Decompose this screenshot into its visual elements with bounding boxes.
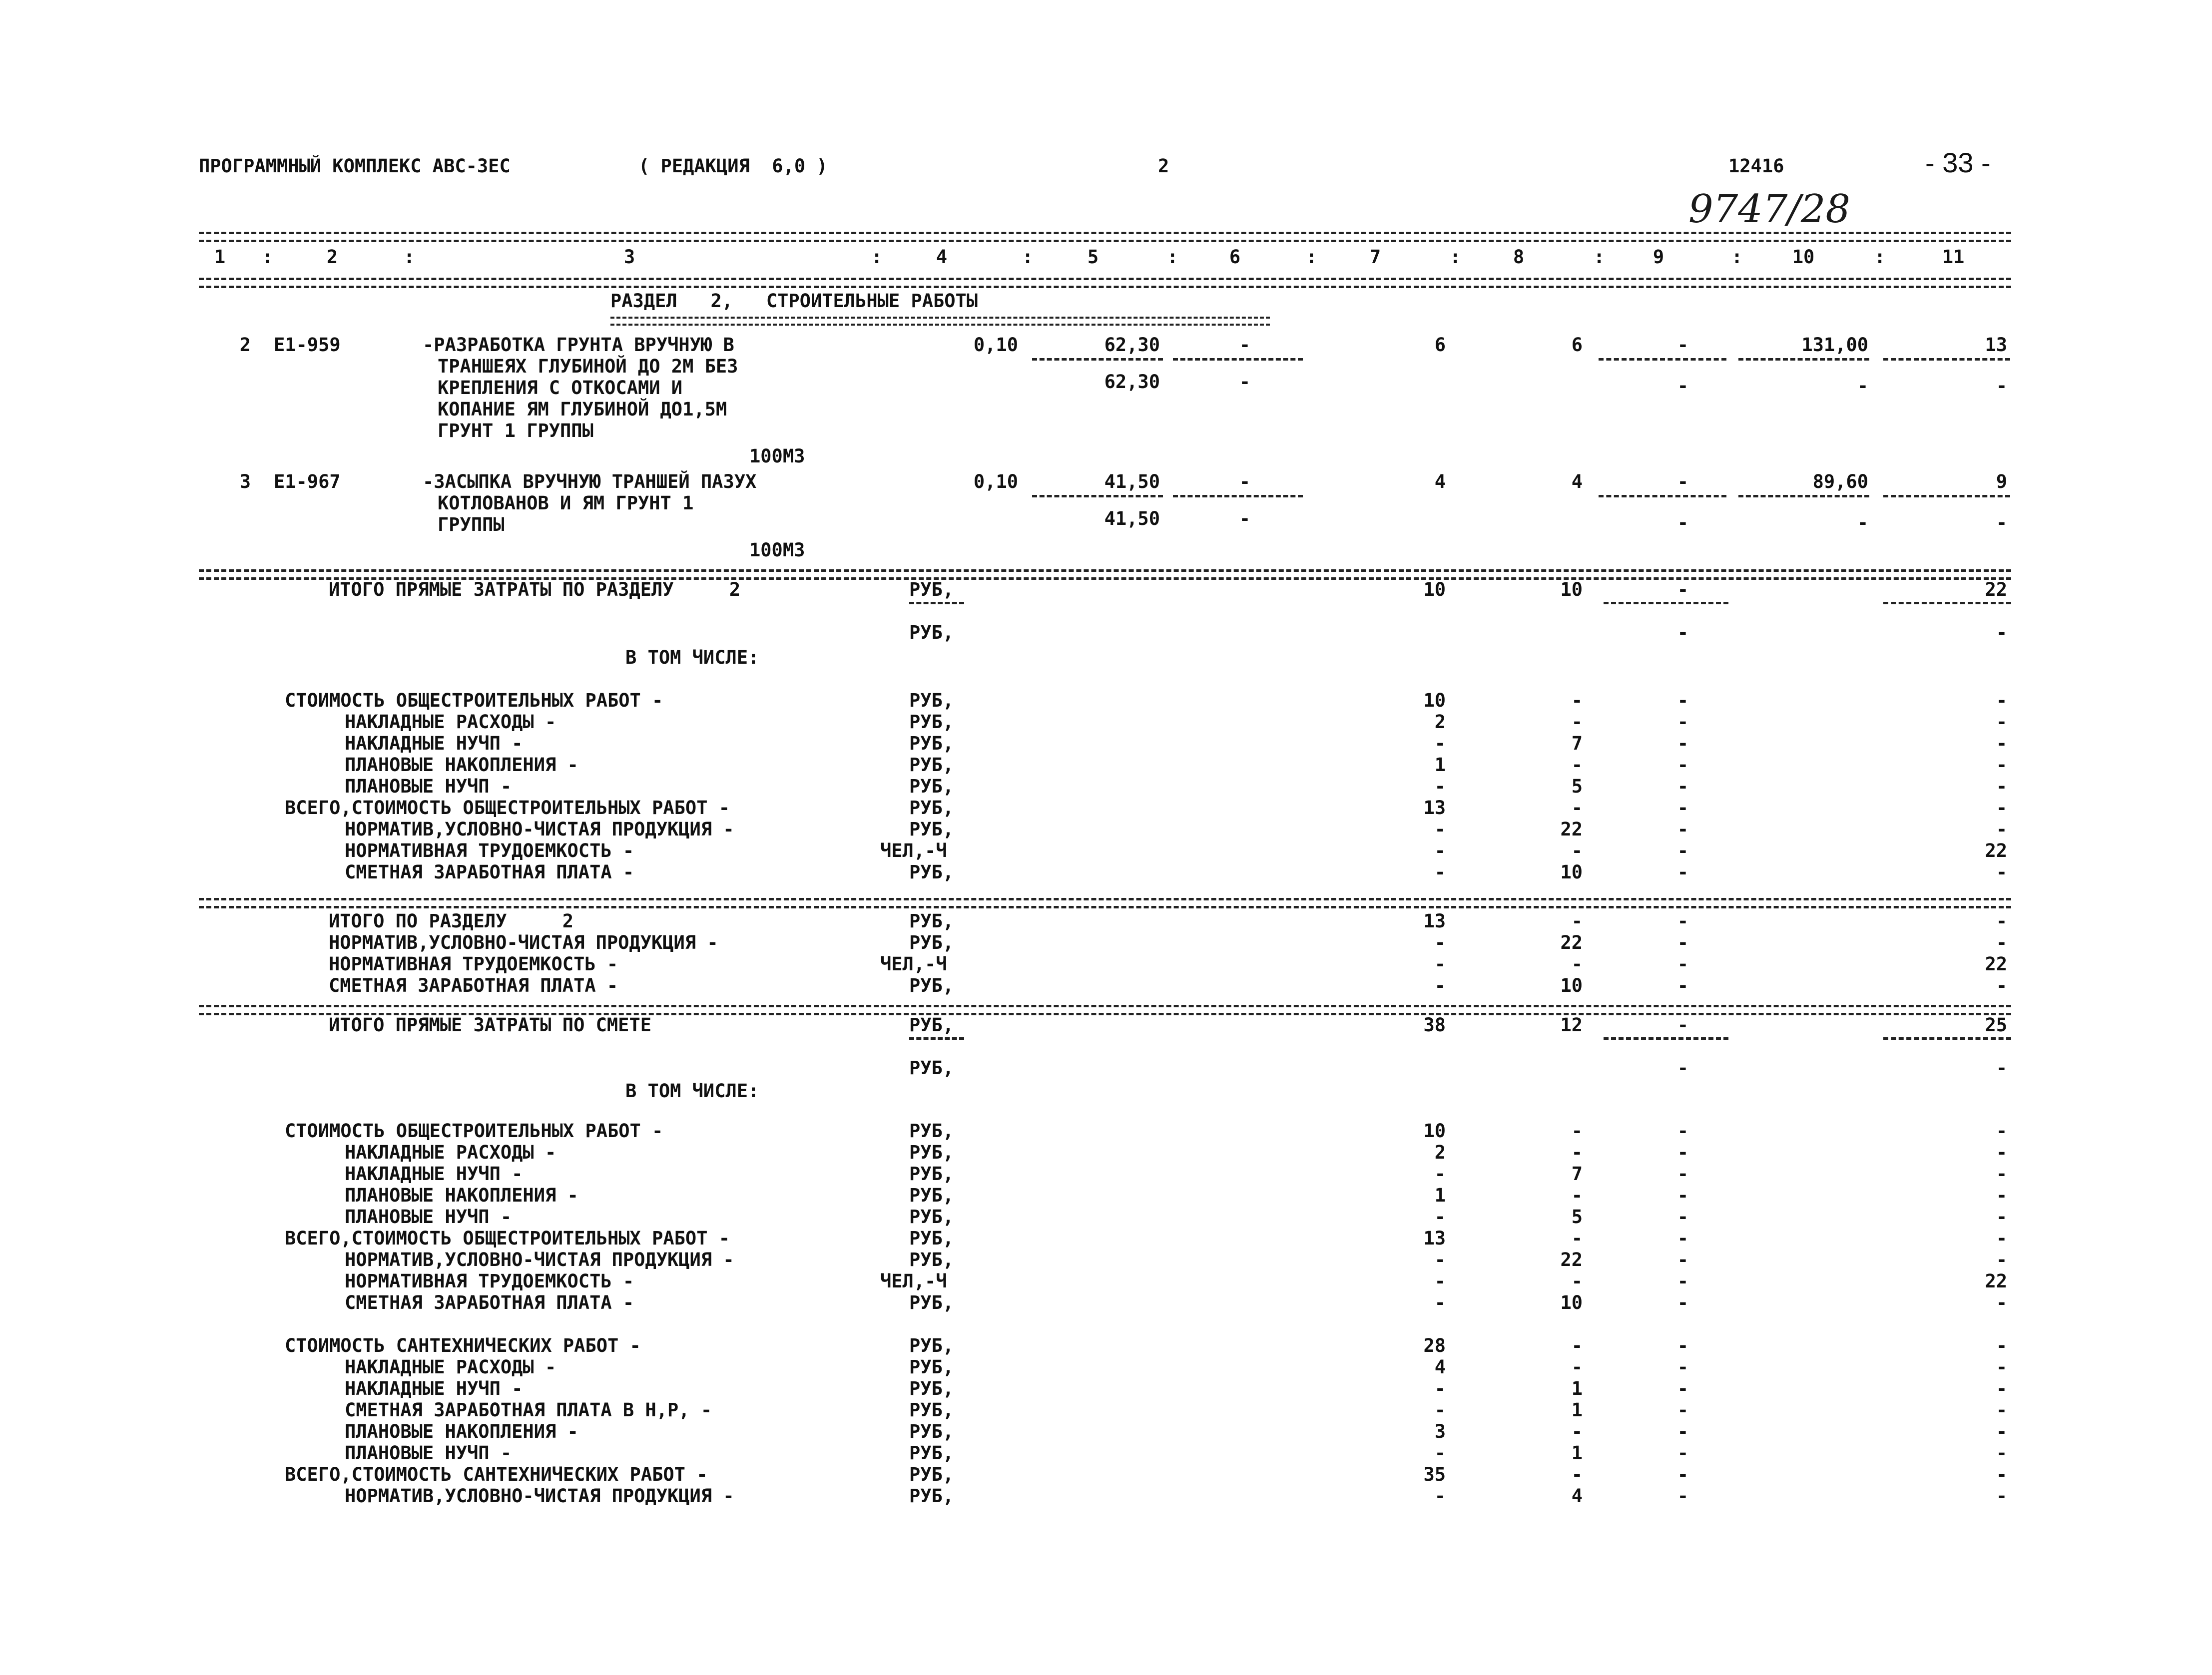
block_a-unit: РУБ, [909, 711, 954, 733]
section-total-unit-rule [909, 602, 964, 604]
block_d-unit: РУБ, [909, 1335, 954, 1356]
item-col11-rule [1883, 358, 2010, 361]
item-description-line: КРЕПЛЕНИЯ С ОТКОСАМИ И [438, 377, 683, 399]
block_b-col11: - [1996, 932, 2007, 953]
block_d-label: СМЕТНАЯ ЗАРАБОТНАЯ ПЛАТА В Н,Р, - [345, 1399, 712, 1421]
block_a-col11: - [1996, 861, 2007, 883]
item-col10-sub: - [1857, 375, 1868, 397]
section-total-col11: 22 [1985, 579, 2007, 600]
block_a-col8: - [1571, 797, 1583, 819]
item-col9: - [1677, 471, 1688, 492]
block_c-label: НАКЛАДНЫЕ РАСХОДЫ - [345, 1142, 556, 1163]
block_d-col9: - [1677, 1421, 1688, 1442]
block_c-col8: - [1571, 1185, 1583, 1206]
item-col10: 131,00 [1801, 334, 1868, 356]
block_c-col7: 13 [1423, 1228, 1446, 1249]
header-rule-top [199, 232, 2011, 242]
block_c-col9: - [1677, 1206, 1688, 1228]
block_d-col8: 4 [1571, 1485, 1583, 1507]
item-quantity: 0,10 [973, 334, 1018, 356]
block_a-unit: РУБ, [909, 819, 954, 840]
block_a-col7: 1 [1434, 754, 1446, 776]
block_a-col9: - [1677, 861, 1688, 883]
item-col10-rule [1738, 358, 1869, 361]
estimate-total-col11-2: - [1996, 1057, 2007, 1079]
block_a-col8: - [1571, 690, 1583, 711]
block_a-col9: - [1677, 733, 1688, 754]
sheet-number: 2 [1158, 155, 1169, 177]
estimate-total-col8: 12 [1560, 1014, 1583, 1036]
section-title-underline [610, 317, 1270, 326]
estimate-total-unit: РУБ, [909, 1014, 954, 1036]
block_a-label: ПЛАНОВЫЕ НУЧП - [345, 776, 512, 797]
block_c-unit: РУБ, [909, 1292, 954, 1313]
block_d-col8: - [1571, 1464, 1583, 1485]
block_c-col7: 2 [1434, 1142, 1446, 1163]
block_b-label: ИТОГО ПО РАЗДЕЛУ 2 [329, 910, 574, 932]
column-separator: : [1306, 246, 1317, 268]
block_c-unit: РУБ, [909, 1185, 954, 1206]
estimate-total-col11-rule [1883, 1037, 2011, 1040]
block_a-unit: РУБ, [909, 690, 954, 711]
block_d-col9: - [1677, 1335, 1688, 1356]
block_d-unit: РУБ, [909, 1485, 954, 1507]
block_d-col7: - [1434, 1378, 1446, 1399]
block_d-col7: - [1434, 1442, 1446, 1464]
block_b-col8: 10 [1560, 975, 1583, 996]
column-separator: : [1594, 246, 1605, 268]
block_a-col9: - [1677, 797, 1688, 819]
item-code: Е1-959 [274, 334, 341, 356]
section-total-col9: - [1677, 579, 1688, 600]
item-col7: 6 [1434, 334, 1446, 356]
estimate-total-unit-2: РУБ, [909, 1057, 954, 1079]
block_c-col7: 1 [1434, 1185, 1446, 1206]
block_a-col11: - [1996, 776, 2007, 797]
column-number-11: 11 [1942, 246, 1965, 268]
block_a-col8: 10 [1560, 861, 1583, 883]
block_a-col11: - [1996, 819, 2007, 840]
block_a-col8: - [1571, 840, 1583, 861]
edition-label: ( РЕДАКЦИЯ 6,0 ) [638, 155, 828, 177]
block_d-label: НОРМАТИВ,УСЛОВНО-ЧИСТАЯ ПРОДУКЦИЯ - [345, 1485, 734, 1507]
block_c-label: НОРМАТИВНАЯ ТРУДОЕМКОСТЬ - [345, 1270, 634, 1292]
item-col10: 89,60 [1812, 471, 1868, 492]
block_a-col11: - [1996, 690, 2007, 711]
block_c-label: СТОИМОСТЬ ОБЩЕСТРОИТЕЛЬНЫХ РАБОТ - [285, 1120, 663, 1142]
item-description-line: КОТЛОВАНОВ И ЯМ ГРУНТ 1 [438, 492, 694, 514]
block_c-col9: - [1677, 1120, 1688, 1142]
block_b-col8: 22 [1560, 932, 1583, 953]
included-label-2: В ТОМ ЧИСЛЕ: [625, 1080, 759, 1102]
block_a-label: НАКЛАДНЫЕ РАСХОДЫ - [345, 711, 556, 733]
program-title: ПРОГРАММНЫЙ КОМПЛЕКС АВС-3ЕС [199, 155, 511, 177]
block_c-col11: - [1996, 1249, 2007, 1270]
block_d-unit: РУБ, [909, 1399, 954, 1421]
item-col9: - [1677, 334, 1688, 356]
block_c-unit: РУБ, [909, 1228, 954, 1249]
block_c-col11: - [1996, 1228, 2007, 1249]
block_a-col7: - [1434, 840, 1446, 861]
column-number-3: 3 [623, 246, 635, 268]
estimate-total-rule [199, 1005, 2011, 1015]
column-number-10: 10 [1792, 246, 1815, 268]
block_b-col9: - [1677, 932, 1688, 953]
item-col11: 13 [1985, 334, 2007, 356]
block_b-col7: 13 [1423, 910, 1446, 932]
block_c-col7: - [1434, 1292, 1446, 1313]
block_d-unit: РУБ, [909, 1464, 954, 1485]
block_d-col7: 4 [1434, 1356, 1446, 1378]
item-col9-rule [1599, 495, 1726, 497]
item-col9-rule [1599, 358, 1726, 361]
block_d-col7: - [1434, 1485, 1446, 1507]
block_d-col7: 35 [1423, 1464, 1446, 1485]
block_a-label: СМЕТНАЯ ЗАРАБОТНАЯ ПЛАТА - [345, 861, 634, 883]
section-total-col11-rule [1883, 602, 2011, 604]
block_d-col7: 3 [1434, 1421, 1446, 1442]
block_c-unit: РУБ, [909, 1120, 954, 1142]
column-number-8: 8 [1513, 246, 1525, 268]
column-number-9: 9 [1653, 246, 1664, 268]
block_c-unit: РУБ, [909, 1163, 954, 1185]
block_a-col8: 22 [1560, 819, 1583, 840]
column-separator: : [1874, 246, 1886, 268]
block_c-unit: РУБ, [909, 1249, 954, 1270]
estimate-total-col7: 38 [1423, 1014, 1446, 1036]
block_b-col11: - [1996, 910, 2007, 932]
block_b-label: НОРМАТИВНАЯ ТРУДОЕМКОСТЬ - [329, 953, 618, 975]
block_c-col8: - [1571, 1142, 1583, 1163]
block_a-col7: - [1434, 861, 1446, 883]
block_d-col8: - [1571, 1421, 1583, 1442]
block_b-label: СМЕТНАЯ ЗАРАБОТНАЯ ПЛАТА - [329, 975, 618, 996]
block_a-col9: - [1677, 776, 1688, 797]
block_c-col11: - [1996, 1163, 2007, 1185]
block_b-col9: - [1677, 953, 1688, 975]
block_d-label: НАКЛАДНЫЕ РАСХОДЫ - [345, 1356, 556, 1378]
item-col10-sub: - [1857, 512, 1868, 533]
block_c-label: НАКЛАДНЫЕ НУЧП - [345, 1163, 523, 1185]
block_b-col11: 22 [1985, 953, 2007, 975]
column-separator: : [1022, 246, 1034, 268]
block_c-col8: 5 [1571, 1206, 1583, 1228]
item-col10-rule [1738, 495, 1869, 497]
block_b-col8: - [1571, 910, 1583, 932]
block_a-col7: - [1434, 819, 1446, 840]
block_c-col8: - [1571, 1228, 1583, 1249]
item-col5-rule [1032, 495, 1163, 497]
block_c-col7: - [1434, 1206, 1446, 1228]
included-label: В ТОМ ЧИСЛЕ: [625, 647, 759, 668]
section-total-col7: 10 [1423, 579, 1446, 600]
section-total-rule [199, 569, 2011, 580]
block_b-label: НОРМАТИВ,УСЛОВНО-ЧИСТАЯ ПРОДУКЦИЯ - [329, 932, 718, 953]
block_c-col9: - [1677, 1185, 1688, 1206]
block_a-col9: - [1677, 840, 1688, 861]
column-number-6: 6 [1229, 246, 1241, 268]
block_c-col8: 7 [1571, 1163, 1583, 1185]
block_a-unit: РУБ, [909, 754, 954, 776]
block_d-col9: - [1677, 1378, 1688, 1399]
block_d-col8: 1 [1571, 1378, 1583, 1399]
block_d-col11: - [1996, 1485, 2007, 1507]
column-number-7: 7 [1369, 246, 1381, 268]
section-total-col9-rule [1604, 602, 1728, 604]
block_d-col11: - [1996, 1421, 2007, 1442]
item-col5-sub: 62,30 [1104, 371, 1160, 393]
block_d-col11: - [1996, 1378, 2007, 1399]
block_b-col7: - [1434, 932, 1446, 953]
item-col8: 6 [1571, 334, 1583, 356]
block_a-col7: 10 [1423, 690, 1446, 711]
block_a-col11: - [1996, 797, 2007, 819]
block_a-unit: РУБ, [909, 776, 954, 797]
column-number-4: 4 [936, 246, 948, 268]
block_d-col7: 28 [1423, 1335, 1446, 1356]
block_c-col9: - [1677, 1228, 1688, 1249]
block_b-col11: - [1996, 975, 2007, 996]
block_a-unit: РУБ, [909, 861, 954, 883]
header-rule-bottom [199, 278, 2011, 288]
item-col11-sub: - [1996, 512, 2007, 533]
block_d-col7: - [1434, 1399, 1446, 1421]
block_d-col11: - [1996, 1356, 2007, 1378]
block_a-col11: 22 [1985, 840, 2007, 861]
block_a-unit: РУБ, [909, 733, 954, 754]
block_d-col8: - [1571, 1356, 1583, 1378]
estimate-total-col9-rule [1604, 1037, 1728, 1040]
block_c-col9: - [1677, 1292, 1688, 1313]
item-col5-rule [1032, 358, 1163, 361]
block_c-label: ПЛАНОВЫЕ НАКОПЛЕНИЯ - [345, 1185, 578, 1206]
item-col6: - [1239, 471, 1250, 492]
item-col5: 62,30 [1104, 334, 1160, 356]
column-number-1: 1 [214, 246, 226, 268]
block_c-col7: 10 [1423, 1120, 1446, 1142]
item-description-line: КОПАНИЕ ЯМ ГЛУБИНОЙ ДО1,5М [438, 399, 727, 420]
block_d-col11: - [1996, 1464, 2007, 1485]
item-unit: 100М3 [749, 539, 805, 561]
block_a-col9: - [1677, 690, 1688, 711]
block_c-col7: - [1434, 1163, 1446, 1185]
column-separator: : [1167, 246, 1178, 268]
column-separator: : [404, 246, 415, 268]
item-col9-sub: - [1677, 375, 1688, 397]
item-number: 3 [239, 471, 251, 492]
block_a-col9: - [1677, 819, 1688, 840]
item-col6: - [1239, 334, 1250, 356]
section-total-unit: РУБ, [909, 579, 954, 600]
column-number-5: 5 [1087, 246, 1099, 268]
section-total-col11-2: - [1996, 622, 2007, 643]
block_c-col9: - [1677, 1163, 1688, 1185]
section-total-col9-2: - [1677, 622, 1688, 643]
block_d-label: НАКЛАДНЫЕ НУЧП - [345, 1378, 523, 1399]
block_d-label: ВСЕГО,СТОИМОСТЬ САНТЕХНИЧЕСКИХ РАБОТ - [285, 1464, 708, 1485]
block_a-col7: 2 [1434, 711, 1446, 733]
block_a-col9: - [1677, 754, 1688, 776]
item-description-line: -ЗАСЫПКА ВРУЧНУЮ ТРАНШЕЙ ПАЗУХ [423, 471, 757, 492]
block_c-col7: - [1434, 1249, 1446, 1270]
block-b-rule [199, 898, 2011, 908]
block_d-unit: РУБ, [909, 1378, 954, 1399]
item-col6-rule [1173, 358, 1303, 361]
block_a-label: ВСЕГО,СТОИМОСТЬ ОБЩЕСТРОИТЕЛЬНЫХ РАБОТ - [285, 797, 730, 819]
block_c-label: ПЛАНОВЫЕ НУЧП - [345, 1206, 512, 1228]
block_c-label: СМЕТНАЯ ЗАРАБОТНАЯ ПЛАТА - [345, 1292, 634, 1313]
block_b-unit: РУБ, [909, 975, 954, 996]
item-number: 2 [239, 334, 251, 356]
block_a-col11: - [1996, 754, 2007, 776]
block_d-label: СТОИМОСТЬ САНТЕХНИЧЕСКИХ РАБОТ - [285, 1335, 641, 1356]
item-quantity: 0,10 [973, 471, 1018, 492]
block_d-unit: РУБ, [909, 1442, 954, 1464]
column-number-2: 2 [326, 246, 338, 268]
block_a-col8: 7 [1571, 733, 1583, 754]
block_c-col11: - [1996, 1120, 2007, 1142]
block_d-col9: - [1677, 1442, 1688, 1464]
block_a-col8: - [1571, 711, 1583, 733]
item-col11-rule [1883, 495, 2010, 497]
item-description-line: -РАЗРАБОТКА ГРУНТА ВРУЧНУЮ В [423, 334, 734, 356]
block_d-unit: РУБ, [909, 1421, 954, 1442]
section-title: РАЗДЕЛ 2, СТРОИТЕЛЬНЫЕ РАБОТЫ [610, 290, 978, 312]
item-col6-sub: - [1239, 371, 1250, 393]
item-col5-sub: 41,50 [1104, 508, 1160, 529]
block_d-col9: - [1677, 1464, 1688, 1485]
block_c-unit: РУБ, [909, 1142, 954, 1163]
block_c-col8: - [1571, 1270, 1583, 1292]
column-separator: : [871, 246, 883, 268]
block_c-col7: - [1434, 1270, 1446, 1292]
block_b-col8: - [1571, 953, 1583, 975]
handwritten-note: 9747/28 [1688, 187, 1851, 232]
block_a-col11: - [1996, 711, 2007, 733]
column-separator: : [262, 246, 273, 268]
item-description-line: ТРАНШЕЯХ ГЛУБИНОЙ ДО 2М БЕЗ [438, 356, 738, 377]
block_c-col9: - [1677, 1270, 1688, 1292]
block_d-label: ПЛАНОВЫЕ НАКОПЛЕНИЯ - [345, 1421, 578, 1442]
item-col11-sub: - [1996, 375, 2007, 397]
block_b-unit: РУБ, [909, 932, 954, 953]
column-separator: : [1450, 246, 1461, 268]
block_d-col8: 1 [1571, 1442, 1583, 1464]
block_c-label: НОРМАТИВ,УСЛОВНО-ЧИСТАЯ ПРОДУКЦИЯ - [345, 1249, 734, 1270]
block_d-col9: - [1677, 1399, 1688, 1421]
block_c-col11: - [1996, 1206, 2007, 1228]
block_c-col9: - [1677, 1249, 1688, 1270]
block_a-col8: - [1571, 754, 1583, 776]
block_b-unit: ЧЕЛ,-Ч [880, 953, 947, 975]
page-number: - 33 - [1925, 147, 1991, 178]
block_a-col7: - [1434, 776, 1446, 797]
item-col9-sub: - [1677, 512, 1688, 533]
block_a-label: НОРМАТИВНАЯ ТРУДОЕМКОСТЬ - [345, 840, 634, 861]
block_d-col8: - [1571, 1335, 1583, 1356]
item-col11: 9 [1996, 471, 2007, 492]
item-col6-sub: - [1239, 508, 1250, 529]
block_a-col7: 13 [1423, 797, 1446, 819]
column-separator: : [1731, 246, 1743, 268]
block_d-col9: - [1677, 1356, 1688, 1378]
block_b-col7: - [1434, 975, 1446, 996]
block_c-col8: 10 [1560, 1292, 1583, 1313]
item-code: Е1-967 [274, 471, 341, 492]
block_a-label: НОРМАТИВ,УСЛОВНО-ЧИСТАЯ ПРОДУКЦИЯ - [345, 819, 734, 840]
item-col6-rule [1173, 495, 1303, 497]
block_c-unit: ЧЕЛ,-Ч [880, 1270, 947, 1292]
block_c-col11: - [1996, 1185, 2007, 1206]
estimate-total-col9: - [1677, 1014, 1688, 1036]
item-col8: 4 [1571, 471, 1583, 492]
block_a-label: СТОИМОСТЬ ОБЩЕСТРОИТЕЛЬНЫХ РАБОТ - [285, 690, 663, 711]
item-col5: 41,50 [1104, 471, 1160, 492]
block_a-unit: РУБ, [909, 797, 954, 819]
block_a-unit: ЧЕЛ,-Ч [880, 840, 947, 861]
section-total-col8: 10 [1560, 579, 1583, 600]
block_c-col8: - [1571, 1120, 1583, 1142]
block_c-label: ВСЕГО,СТОИМОСТЬ ОБЩЕСТРОИТЕЛЬНЫХ РАБОТ - [285, 1228, 730, 1249]
estimate-total-col11: 25 [1985, 1014, 2007, 1036]
block_c-col8: 22 [1560, 1249, 1583, 1270]
section-total-unit-2: РУБ, [909, 622, 954, 643]
block_a-col11: - [1996, 733, 2007, 754]
block_d-col11: - [1996, 1399, 2007, 1421]
item-unit: 100М3 [749, 445, 805, 467]
block_a-label: ПЛАНОВЫЕ НАКОПЛЕНИЯ - [345, 754, 578, 776]
block_c-col11: - [1996, 1292, 2007, 1313]
block_a-label: НАКЛАДНЫЕ НУЧП - [345, 733, 523, 754]
block_b-unit: РУБ, [909, 910, 954, 932]
block_c-col9: - [1677, 1142, 1688, 1163]
block_d-col8: 1 [1571, 1399, 1583, 1421]
block_b-col7: - [1434, 953, 1446, 975]
section-total-label: ИТОГО ПРЯМЫЕ ЗАТРАТЫ ПО РАЗДЕЛУ 2 [329, 579, 741, 600]
estimate-total-col9-2: - [1677, 1057, 1688, 1079]
block_d-unit: РУБ, [909, 1356, 954, 1378]
block_a-col7: - [1434, 733, 1446, 754]
block_b-col9: - [1677, 910, 1688, 932]
block_d-col11: - [1996, 1335, 2007, 1356]
block_c-unit: РУБ, [909, 1206, 954, 1228]
block_a-col8: 5 [1571, 776, 1583, 797]
estimate-total-label: ИТОГО ПРЯМЫЕ ЗАТРАТЫ ПО СМЕТЕ [329, 1014, 652, 1036]
block_d-label: ПЛАНОВЫЕ НУЧП - [345, 1442, 512, 1464]
block_c-col11: - [1996, 1142, 2007, 1163]
block_d-col11: - [1996, 1442, 2007, 1464]
document-code: 12416 [1728, 155, 1784, 177]
block_b-col9: - [1677, 975, 1688, 996]
block_c-col11: 22 [1985, 1270, 2007, 1292]
estimate-total-unit-rule [909, 1037, 964, 1040]
block_a-col9: - [1677, 711, 1688, 733]
item-description-line: ГРУППЫ [438, 514, 505, 535]
item-col7: 4 [1434, 471, 1446, 492]
item-description-line: ГРУНТ 1 ГРУППЫ [438, 420, 593, 441]
block_d-col9: - [1677, 1485, 1688, 1507]
